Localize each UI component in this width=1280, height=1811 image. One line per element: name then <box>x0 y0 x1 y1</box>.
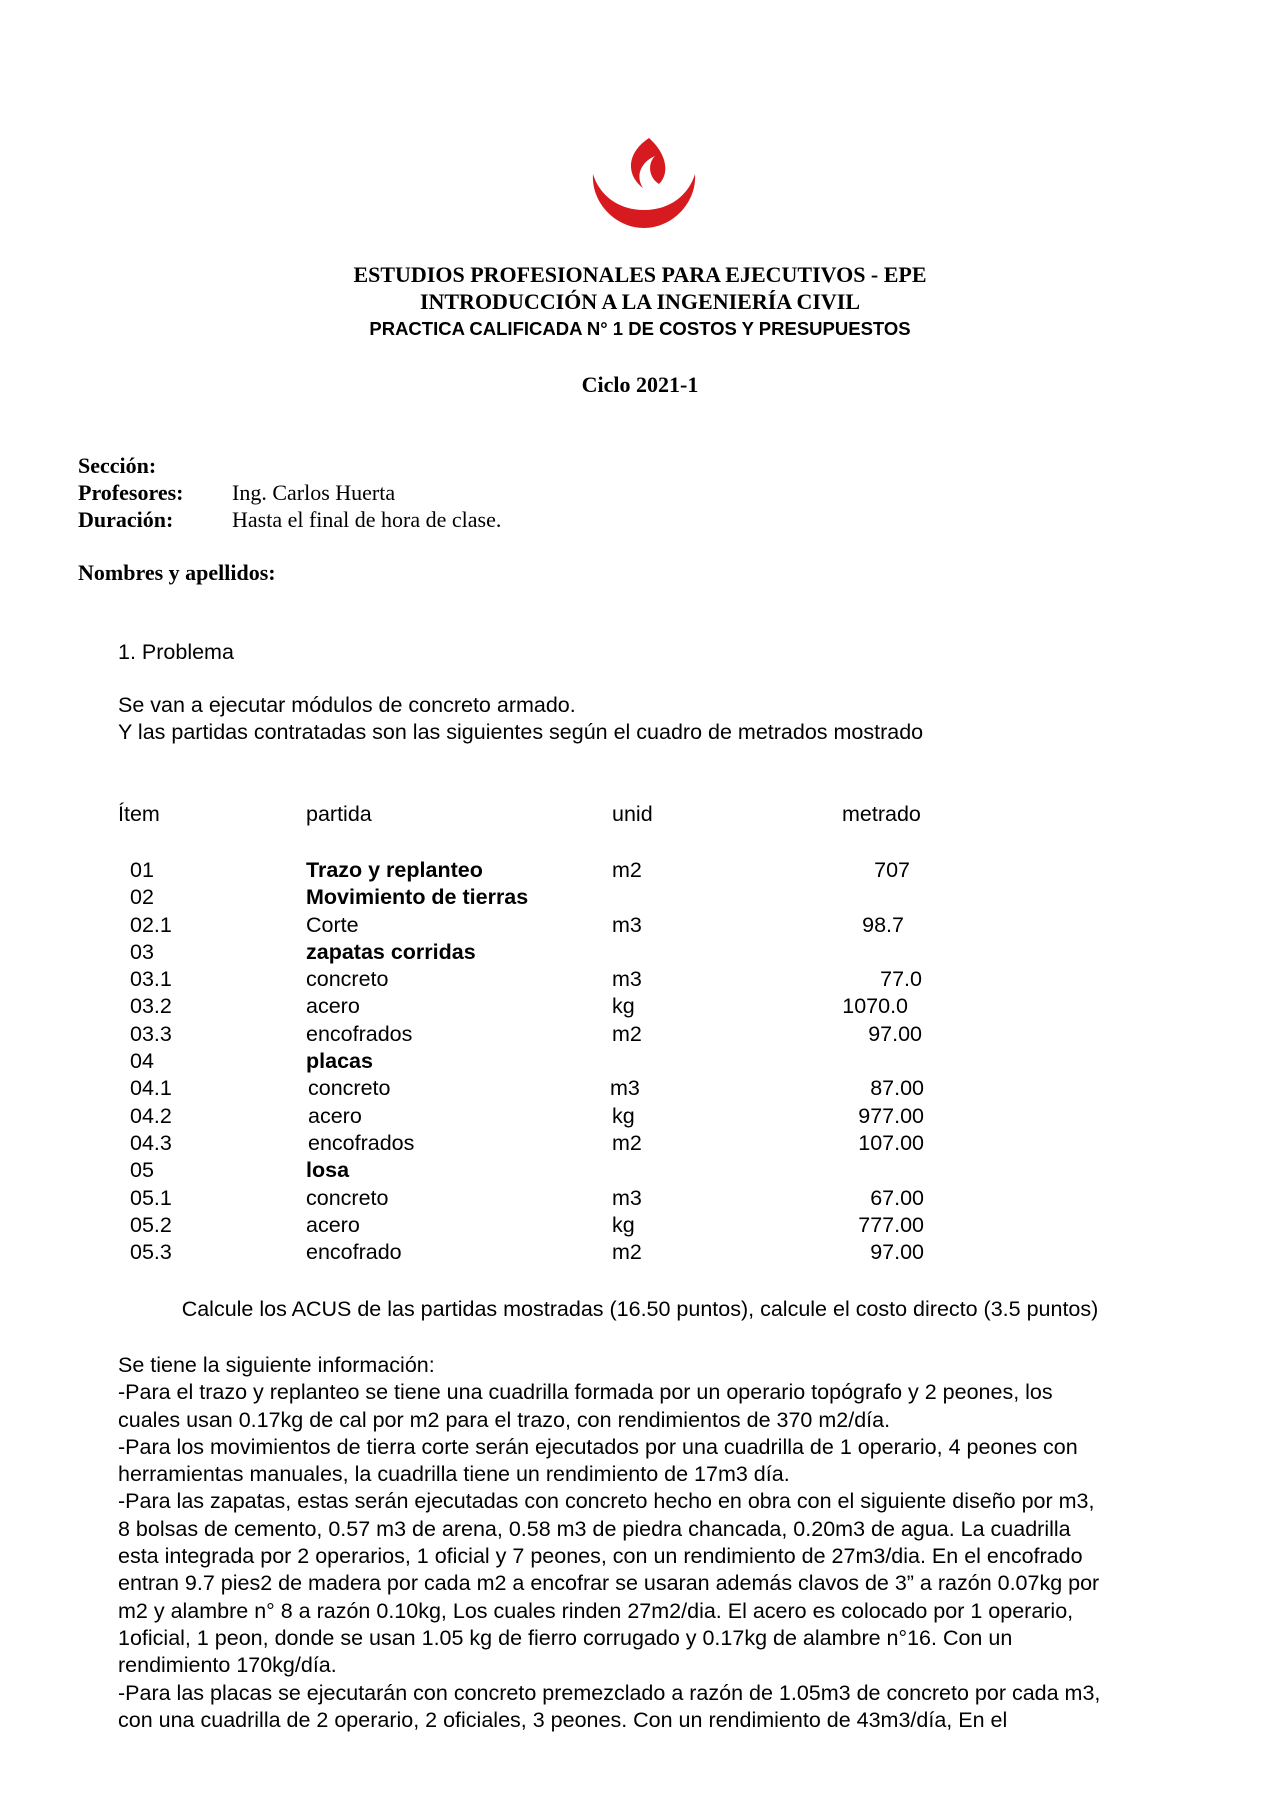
table-row <box>0 1049 1280 1076</box>
info-line: herramientas manuales, la cuadrilla tiene un rendimiento de 17m3 día. <box>118 1462 790 1487</box>
table-row <box>0 1213 1280 1240</box>
metrados-table <box>0 858 1280 1267</box>
info-line: con una cuadrilla de 2 operario, 2 oficiales, 3 peones. Con un rendimiento de 43m3/día, En el <box>118 1707 1008 1732</box>
row-item: 02 <box>130 885 154 910</box>
row-partida: Corte <box>306 912 359 937</box>
row-partida: encofrado <box>306 1240 402 1265</box>
table-row <box>0 940 1280 967</box>
professors-value: Ing. Carlos Huerta <box>232 480 396 505</box>
row-item: 01 <box>130 858 154 882</box>
names-label: Nombres y apellidos: <box>78 560 276 585</box>
row-metrado: 98.7 <box>862 912 904 937</box>
professors-field <box>78 480 395 506</box>
row-metrado: 977.00 <box>858 1103 924 1128</box>
row-metrado: 97.00 <box>868 1021 922 1046</box>
row-partida: encofrados <box>306 1021 413 1046</box>
table-header <box>0 802 1280 829</box>
row-item: 05.1 <box>130 1185 172 1210</box>
info-line: -Para los movimientos de tierra corte serán ejecutados por una cuadrilla de 1 operario, 4 peones con <box>118 1434 1078 1459</box>
row-partida: zapatas corridas <box>306 939 476 964</box>
row-item: 04 <box>130 1049 154 1074</box>
row-item: 05 <box>130 1158 154 1183</box>
table-row <box>0 913 1280 940</box>
row-item: 03 <box>130 939 154 964</box>
row-metrado: 97.00 <box>870 1240 924 1265</box>
row-partida: acero <box>306 1212 360 1237</box>
info-line: -Para el trazo y replanteo se tiene una cuadrilla formada por un operario topógrafo y 2 peones, los <box>118 1380 1053 1405</box>
duration-label: Duración: <box>78 507 174 532</box>
row-partida: encofrados <box>308 1130 415 1155</box>
row-unid: m2 <box>612 1021 642 1046</box>
header-cycle: Ciclo 2021-1 <box>581 372 699 397</box>
problem-intro-1: Se van a ejecutar módulos de concreto armado. <box>118 693 576 717</box>
row-item: 03.1 <box>130 967 172 992</box>
section-field <box>78 453 232 479</box>
row-partida: Movimiento de tierras <box>306 885 529 910</box>
duration-field <box>78 507 501 533</box>
table-row <box>0 1131 1280 1158</box>
info-line: esta integrada por 2 operarios, 1 oficial y 7 peones, con un rendimiento de 27m3/dia. En el encofrado <box>118 1544 1083 1569</box>
header-unid: unid <box>612 802 653 826</box>
table-row <box>0 1240 1280 1267</box>
row-metrado: 107.00 <box>858 1130 924 1155</box>
instruction-text: Calcule los ACUS de las partidas mostradas (16.50 puntos), calcule el costo directo (3.5 puntos) <box>181 1297 1099 1321</box>
row-metrado: 87.00 <box>870 1076 924 1101</box>
row-partida: placas <box>306 1049 373 1074</box>
row-unid: m2 <box>612 1130 642 1155</box>
row-item: 04.1 <box>130 1076 172 1101</box>
row-unid: kg <box>612 1103 635 1128</box>
row-metrado: 777.00 <box>858 1212 924 1237</box>
table-row <box>0 858 1280 885</box>
table-row <box>0 1158 1280 1185</box>
row-unid: m2 <box>612 1240 642 1265</box>
row-unid: m3 <box>612 912 642 937</box>
table-row <box>0 1022 1280 1049</box>
table-row <box>0 1186 1280 1213</box>
row-unid: m2 <box>612 858 642 882</box>
problem-heading: 1. Problema <box>118 640 234 664</box>
row-unid: m3 <box>610 1076 640 1101</box>
row-partida: acero <box>306 994 360 1019</box>
info-line: rendimiento 170kg/día. <box>118 1653 337 1678</box>
row-partida: losa <box>306 1158 350 1183</box>
row-item: 05.2 <box>130 1212 172 1237</box>
row-unid: kg <box>612 994 635 1019</box>
row-metrado: 707 <box>874 858 910 882</box>
header-course: INTRODUCCIÓN A LA INGENIERÍA CIVIL <box>419 289 861 314</box>
row-item: 04.3 <box>130 1130 172 1155</box>
info-line: -Para las placas se ejecutarán con concreto premezclado a razón de 1.05m3 de concreto por cada m3, <box>118 1680 1101 1705</box>
info-line: entran 9.7 pies2 de madera por cada m2 a encofrar se usaran además clavos de 3” a razón 0.07kg por <box>118 1571 1100 1596</box>
header-program: ESTUDIOS PROFESIONALES PARA EJECUTIVOS - EPE <box>353 262 927 287</box>
problem-intro-2: Y las partidas contratadas son las siguientes según el cuadro de metrados mostrado <box>118 720 924 744</box>
info-line: -Para las zapatas, estas serán ejecutadas con concreto hecho en obra con el siguiente diseño por m3, <box>118 1489 1095 1514</box>
row-item: 03.2 <box>130 994 172 1019</box>
row-item: 05.3 <box>130 1240 172 1265</box>
row-partida: concreto <box>308 1076 391 1101</box>
info-line: 8 bolsas de cemento, 0.57 m3 de arena, 0.58 m3 de piedra chancada, 0.20m3 de agua. La cuadrilla <box>118 1516 1071 1541</box>
table-row <box>0 994 1280 1021</box>
row-partida: acero <box>308 1103 362 1128</box>
row-item: 04.2 <box>130 1103 172 1128</box>
duration-value: Hasta el final de hora de clase. <box>232 507 502 532</box>
table-row <box>0 1104 1280 1131</box>
professors-label: Profesores: <box>78 480 184 505</box>
row-metrado: 67.00 <box>870 1185 924 1210</box>
info-line: m2 y alambre n° 8 a razón 0.10kg, Los cuales rinden 27m2/dia. El acero es colocado por 1 operario, <box>118 1598 1074 1623</box>
header-item: Ítem <box>118 802 160 826</box>
info-line: 1oficial, 1 peon, donde se usan 1.05 kg de fierro corrugado y 0.17kg de alambre n°16. Con un <box>118 1625 1013 1650</box>
table-row <box>0 885 1280 912</box>
row-partida: concreto <box>306 967 389 992</box>
row-partida: Trazo y replanteo <box>306 858 483 882</box>
row-metrado: 1070.0 <box>842 994 908 1019</box>
row-unid: m3 <box>612 1185 642 1210</box>
row-item: 02.1 <box>130 912 172 937</box>
table-row <box>0 967 1280 994</box>
header-metrado: metrado <box>842 802 921 826</box>
info-line: Se tiene la siguiente información: <box>118 1353 435 1377</box>
header-partida: partida <box>306 802 372 826</box>
row-metrado: 77.0 <box>880 967 922 992</box>
row-unid: kg <box>612 1212 635 1237</box>
university-logo-icon <box>585 132 703 232</box>
table-row <box>0 1076 1280 1103</box>
row-item: 03.3 <box>130 1021 172 1046</box>
header-exam-title: PRACTICA CALIFICADA N° 1 DE COSTOS Y PRESUPUESTOS <box>369 318 911 339</box>
row-partida: concreto <box>306 1185 389 1210</box>
information-block <box>118 1352 1208 1734</box>
section-label: Sección: <box>78 453 157 478</box>
info-line: cuales usan 0.17kg de cal por m2 para el trazo, con rendimientos de 370 m2/día. <box>118 1407 891 1432</box>
row-unid: m3 <box>612 967 642 992</box>
